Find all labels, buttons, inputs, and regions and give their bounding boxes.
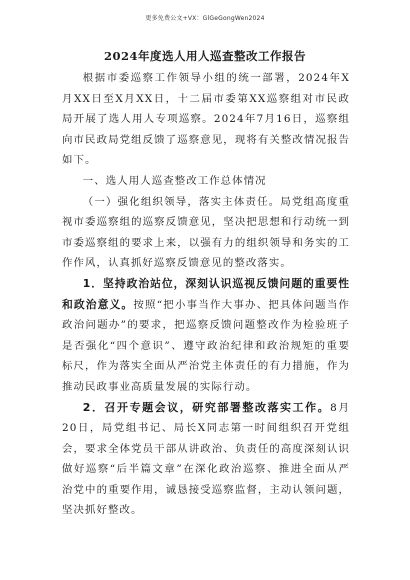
point-one-heading: 1．坚持政治站位，深刻认识巡视反馈问题的重要性和政治意义。 [62, 276, 350, 311]
point-two-paragraph [62, 398, 350, 522]
point-one-text: 按照“把小事当作大事办、把具体问题当作政治问题办”的要求，把巡察反馈问题整改作为检验班子是否强化“四个意识”、遵守政治纪律和政治规矩的重要标尺，作为落实全面从严治党主体责任的有力措施，作为推动民政事业高质量发展的实际行动。 [62, 298, 350, 393]
document-body [62, 68, 350, 521]
sub-one-paragraph [62, 192, 350, 274]
point-one-paragraph [62, 274, 350, 398]
point-two-heading: 2．召开专题会议，研究部署整改落实工作。 [82, 400, 331, 414]
point-two-text: 8月20日，局党组书记、局长X同志第一时间组织召开党组会，要求全体党员干部从讲政治、负责任的高度深刻认识做好巡察“后半篇文章”在深化政治巡察、推进全面从严治党中的重要作用，诚恳接受巡察监督，主动认领问题，坚决抓好整改。 [62, 401, 351, 517]
section-one-heading: 一、选人用人巡查整改工作总体情况 [82, 174, 267, 187]
document-title: 2024年度选人用人巡查整改工作报告 [103, 49, 306, 63]
sub-one-text: 局党组高度重视市委巡察组的巡察反馈意见，坚决把思想和行动统一到市委巡察组的要求上来，以强有力的组织领导和务实的工作作风，认真抓好巡察反馈意见的整改落实。 [62, 195, 350, 270]
sub-one-label: （一）强化组织领导，落实主体责任。 [82, 195, 281, 208]
header-note: 更多免费公文+VX：GlGeGongWen2024 [145, 15, 265, 22]
intro-paragraph: 根据市委巡察工作领导小组的统一部署，2024年X月XX日至X月XX日，十二届市委第XX巡察组对市民政局开展了选人用人专项巡察。2024年7月16日，巡察组向市民政局党组反馈了巡察意见，现将有关整改情况报告如下。 [62, 72, 350, 167]
